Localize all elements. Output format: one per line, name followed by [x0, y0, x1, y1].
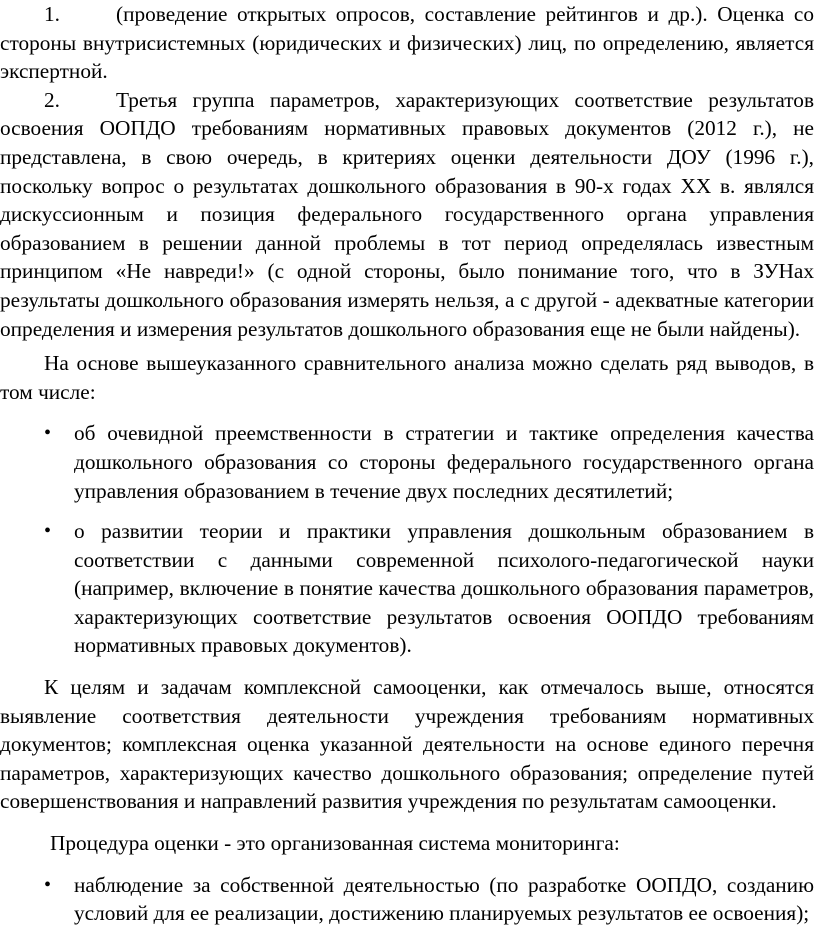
conclusions-list [0, 419, 814, 660]
numbered-paragraph-2 [0, 86, 814, 343]
list-item [0, 871, 814, 928]
bullet-icon: • [44, 520, 52, 543]
paragraph-text: Третья группа параметров, характеризующих соответствие результатов освоения ООПДО требованиям нормативных правовых документов (2012 г.), не представлена, в свою очередь, в критериях оценки деятельности ДОУ (1996 г.), поскольку вопрос о результатах дошкольного образования в 90-х годах XX в. являлся дискуссионным и позиция федерального государственного органа управления образованием в решении данной проблемы в тот период определялась известным принципом «Не навреди!» (с одной стороны, было понимание того, что в ЗУНах результаты дошкольного образования измерять нельзя, а с другой - адекватные категории определения и измерения результатов дошкольного образования еще не были найдены). [0, 87, 814, 341]
paragraph-number: 1. [44, 2, 60, 26]
bullet-icon: • [44, 422, 52, 445]
bullet-icon: • [44, 873, 52, 896]
procedure-intro: Процедура оценки - это организованная система мониторинга: [50, 831, 620, 856]
goals-paragraph: К целям и задачам комплексной самооценки, как отмечалось выше, относятся выявление соответствия деятельности учреждения требованиям нормативных документов; комплексная оценка указанной деятельности на основе единого перечня параметров, характеризующих качество дошкольного образования; определение путей совершенствования и направлений развития учреждения по результатам самооценки. [0, 675, 814, 814]
list-item [0, 419, 814, 505]
conclusion-intro: На основе вышеуказанного сравнительного анализа можно сделать ряд выводов, в том числе: [0, 351, 814, 404]
paragraph-text: (проведение открытых опросов, составление рейтингов и др.). Оценка со стороны внутрисистемных (юридических и физических) лиц, по определению, является экспертной. [0, 2, 814, 84]
list-item-text: об очевидной преемственности в стратегии и тактике определения качества дошкольного образования со стороны федерального государственного органа управления образованием в течение двух последних десятилетий; [74, 421, 814, 503]
numbered-paragraph-1 [0, 0, 814, 86]
list-item-text: о развитии теории и практики управления дошкольным образованием в соответствии с данными современной психолого-педагогической науки (например, включение в понятие качества дошкольного образования параметров, характеризующих соответствие результатов освоения ООПДО требованиям нормативных правовых документов). [74, 519, 814, 658]
list-item-text: наблюдение за собственной деятельностью (по разработке ООПДО, созданию условий для ее реализации, достижению планируемых результатов ее освоения); [74, 872, 814, 926]
list-item [0, 517, 814, 660]
paragraph-number: 2. [44, 87, 60, 112]
procedure-list [0, 871, 814, 928]
